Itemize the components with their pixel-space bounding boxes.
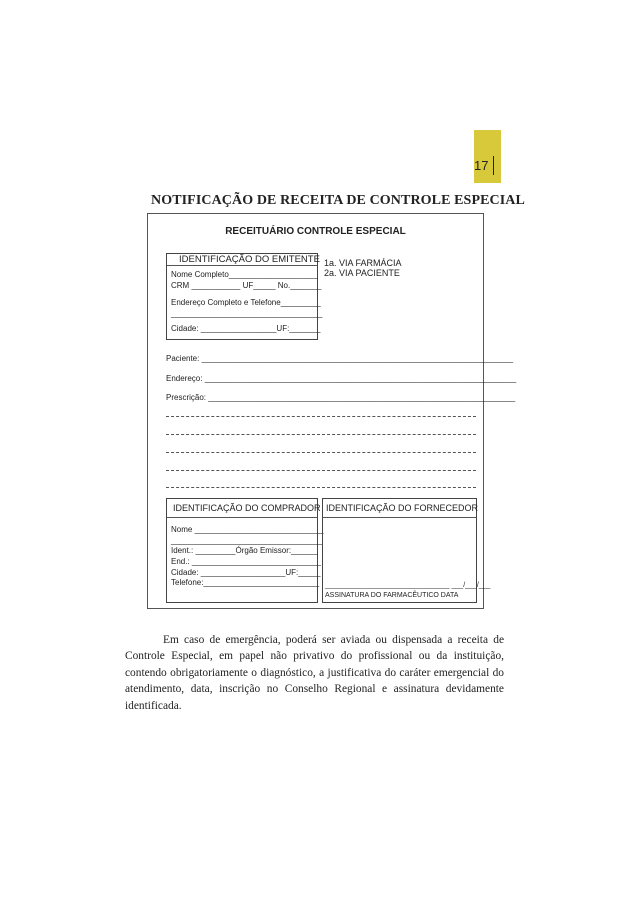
body-text: Em caso de emergência, poderá ser aviada ou dispensada a receita de Controle Especial, em papel não privativo do profissional ou da instituição, contendo obrigatoriamente o diagnóstico, a justificativa do caráter emergencial do atendimento, data, inscrição no Conselho Regional e assinatura devidamente identificada. [125, 634, 504, 712]
buyer-name-line: __________________________________ [171, 536, 323, 545]
emitter-address-field: Endereço Completo e Telefone_________ [171, 298, 321, 307]
emitter-header: IDENTIFICAÇÃO DO EMITENTE [179, 254, 320, 265]
page-number: 17 [474, 158, 489, 173]
prescription-line [166, 452, 476, 453]
page-number-divider [493, 156, 494, 175]
buyer-id-field: Ident.: _________Órgão Emissor:______ [171, 546, 318, 555]
prescription-line [166, 470, 476, 471]
copy-pharmacy: 1a. VIA FARMÁCIA [324, 258, 402, 268]
emitter-address-line: __________________________________ [171, 309, 323, 318]
page-tab [474, 130, 501, 183]
prescription-form [147, 213, 517, 609]
document-title: NOTIFICAÇÃO DE RECEITA DE CONTROLE ESPECIAL [151, 193, 525, 208]
emitter-crm-field: CRM ___________ UF_____ No._______ [171, 281, 322, 290]
buyer-name-field: Nome _____________________________ [171, 525, 324, 534]
prescription-line [166, 487, 476, 488]
address-field: Endereço: ______________________________________________________________________ [166, 374, 517, 383]
emitter-box [166, 253, 323, 340]
buyer-address-field: End.: _____________________________ [171, 557, 321, 566]
patient-field: Paciente: ______________________________________________________________________ [166, 354, 514, 363]
supplier-box [322, 498, 491, 603]
copy-patient: 2a. VIA PACIENTE [324, 268, 400, 278]
buyer-header: IDENTIFICAÇÃO DO COMPRADOR [173, 503, 321, 513]
body-paragraph [125, 632, 504, 714]
form-title: RECEITUÁRIO CONTROLE ESPECIAL [225, 226, 406, 237]
buyer-phone-field: Telefone:__________________________ [171, 578, 320, 587]
prescription-line [166, 416, 476, 417]
buyer-city-field: Cidade: ___________________UF:_____ [171, 568, 321, 577]
buyer-box [166, 498, 324, 603]
emitter-name-field: Nome Completo____________________ [171, 270, 318, 279]
prescription-line [166, 434, 476, 435]
signature-line: ________________________________ ___/___/___ [325, 582, 491, 589]
prescription-field: Prescrição: _____________________________________________________________________ [166, 393, 516, 402]
supplier-header: IDENTIFICAÇÃO DO FORNECEDOR [326, 503, 479, 513]
emitter-city-field: Cidade: _________________UF:_______ [171, 324, 321, 333]
signature-label: ASSINATURA DO FARMACÊUTICO DATA [325, 592, 459, 599]
